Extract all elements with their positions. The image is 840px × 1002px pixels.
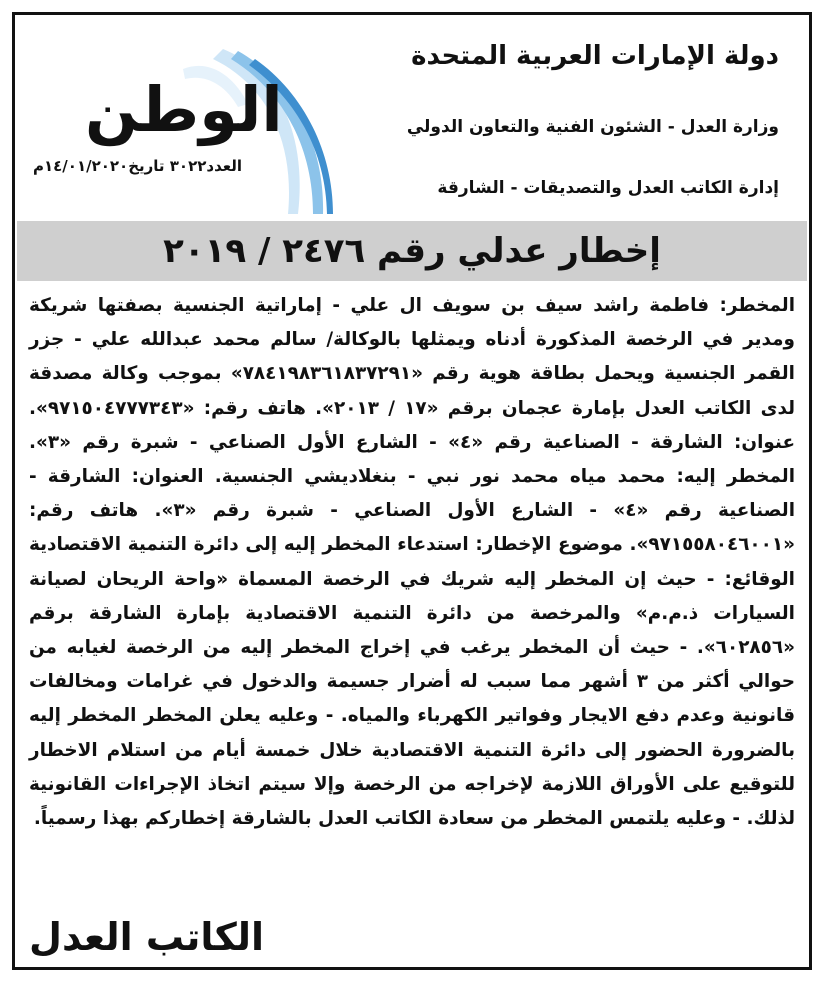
header-ministry: وزارة العدل - الشئون الفنية والتعاون الدولي (406, 117, 779, 137)
header-state: دولة الإمارات العربية المتحدة (411, 41, 779, 71)
newspaper-logo (33, 29, 333, 219)
signature: الكاتب العدل (29, 915, 265, 959)
issue-date: العدد٣٠٢٢ تاريخ١٤/٠١/٢٠٢٠م (33, 157, 243, 175)
notice-frame (12, 12, 812, 970)
notice-body: المخطر: فاطمة راشد سيف بن سويف ال علي - إماراتية الجنسية بصفتها شريكة ومدير في الرخصة المذكورة أدناه ويمثلها بالوكالة/ سالم محمد عبدالله علي - جزر القمر الجنسية ويحمل بطاقة هوية رقم «٧٨٤١٩٨٣٦١٨٣٧٢٩١» بموجب وكالة مصدقة لدى الكاتب العدل بإمارة عجمان برقم «١٧ / ٢٠١٣». هاتف رقم: «٩٧١٥٠٤٧٧٧٣٤٣». عنوان: الشارقة - الصناعية رقم «٤» - الشارع الأول الصناعي - شبرة رقم «٣». المخطر إليه: محمد مياه محمد نور نبي - بنغلاديشي الجنسية. العنوان: الشارقة - الصناعية رقم «٤» - الشارع الأول الصناعي - شبرة رقم «٣». هاتف رقم: «٩٧١٥٥٨٠٤٦٠٠١». موضوع الإخطار: استدعاء المخطر إليه إلى دائرة التنمية الاقتصادية الوقائع: - حيث إن المخطر إليه شريك في الرخصة المسماة «واحة الريحان لصيانة السيارات ذ.م.م» والمرخصة من دائرة التنمية الاقتصادية بإمارة الشارقة برقم «٦٠٢٨٥٦». - حيث أن المخطر يرغب في إخراج المخطر إليه من الرخصة لغيابه من حوالي أكثر من ٣ أشهر مما سبب له أضرار جسيمة والدخول في غرامات ومخالفات قانونية وعدم دفع الايجار وفواتير الكهرباء والمياه. - وعليه يعلن المخطر المخطر إليه بالضرورة الحضور إلى دائرة التنمية الاقتصادية خلال خمسة أيام من استلام الاخطار للتوقيع على الأوراق اللازمة لإخراجه من الرخصة وإلا سيتم اتخاذ الإجراءات القانونية لذلك. - وعليه يلتمس المخطر من سعادة الكاتب العدل بالشارقة إخطاركم بهذا رسمياً. (29, 295, 796, 830)
title-band (17, 221, 807, 281)
header-department: إدارة الكاتب العدل والتصديقات - الشارقة (437, 178, 779, 198)
newspaper-name: الوطن (85, 73, 283, 146)
notice-title: إخطار عدلي رقم ٢٤٧٦ / ٢٠١٩ (163, 231, 661, 271)
